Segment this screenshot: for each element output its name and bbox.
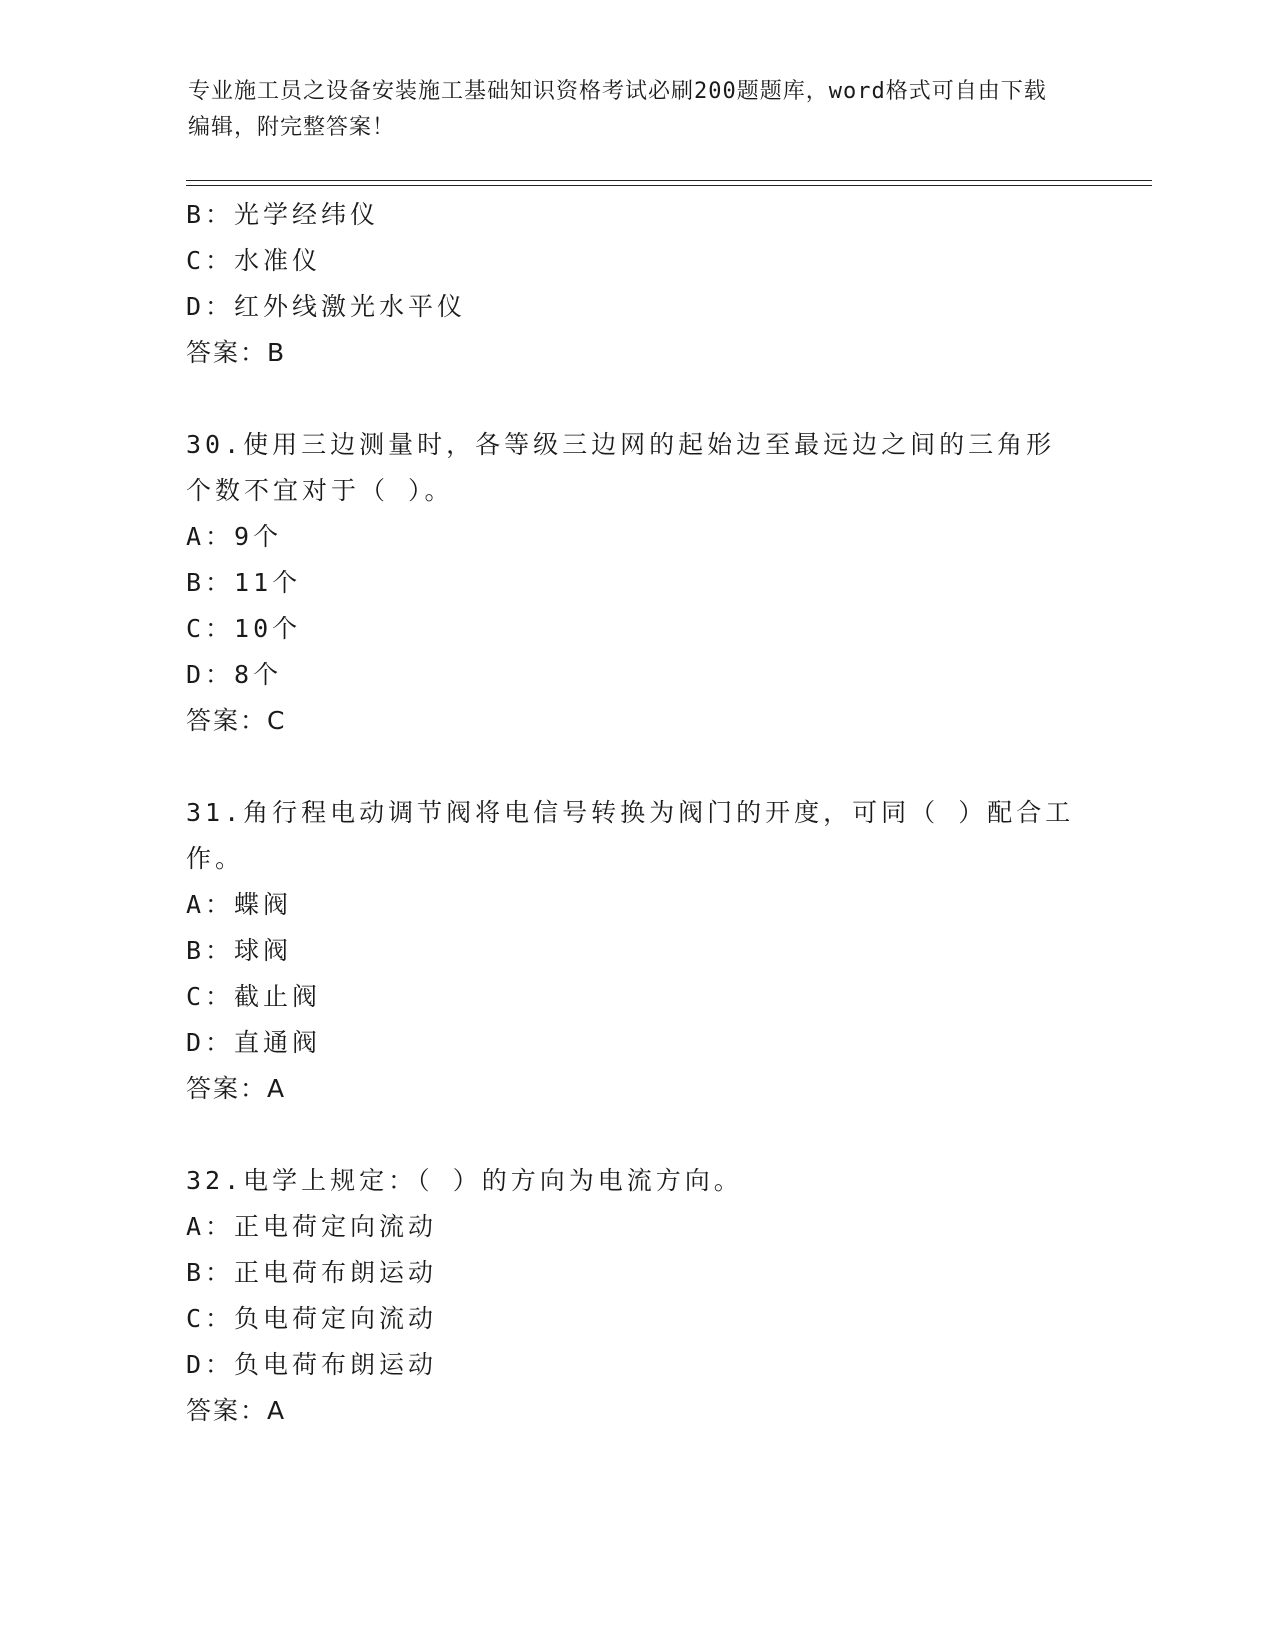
option-c: C：水准仪 <box>186 246 322 275</box>
header-divider-bottom <box>186 185 1152 186</box>
document-header: 专业施工员之设备安装施工基础知识资格考试必刷200题题库，word格式可自由下载编辑，附完整答案！ <box>188 79 1047 140</box>
answer: 答案：B <box>186 338 287 367</box>
option-a: A：9个 <box>186 522 283 551</box>
option-b: B：11个 <box>186 568 302 597</box>
answer: 答案：A <box>186 1396 287 1425</box>
answer: 答案：C <box>186 706 287 735</box>
question-31 <box>186 790 1086 1112</box>
option-d: D：直通阀 <box>186 1028 322 1057</box>
option-c: C：截止阀 <box>186 982 322 1011</box>
question-32 <box>186 1158 1086 1434</box>
question-stem: 32.电学上规定：（ ）的方向为电流方向。 <box>186 1166 743 1195</box>
option-b: B：正电荷布朗运动 <box>186 1258 438 1287</box>
option-d: D：红外线激光水平仪 <box>186 292 467 321</box>
option-c: C：负电荷定向流动 <box>186 1304 438 1333</box>
option-d: D：8个 <box>186 660 283 689</box>
option-a: A：蝶阀 <box>186 890 293 919</box>
question-content <box>186 192 1086 1434</box>
answer: 答案：A <box>186 1074 287 1103</box>
question-stem: 30.使用三边测量时，各等级三边网的起始边至最远边之间的三角形个数不宜对于（ ）。 <box>186 430 1056 505</box>
question-30 <box>186 422 1086 744</box>
question-stem: 31.角行程电动调节阀将电信号转换为阀门的开度，可同（ ）配合工作。 <box>186 798 1075 873</box>
option-d: D：负电荷布朗运动 <box>186 1350 438 1379</box>
option-a: A：正电荷定向流动 <box>186 1212 438 1241</box>
option-b: B：光学经纬仪 <box>186 200 380 229</box>
question-29 <box>186 192 1086 376</box>
spacer <box>186 744 1086 790</box>
spacer <box>186 376 1086 422</box>
option-b: B：球阀 <box>186 936 293 965</box>
option-c: C：10个 <box>186 614 302 643</box>
header-divider-top <box>186 180 1152 181</box>
spacer <box>186 1112 1086 1158</box>
